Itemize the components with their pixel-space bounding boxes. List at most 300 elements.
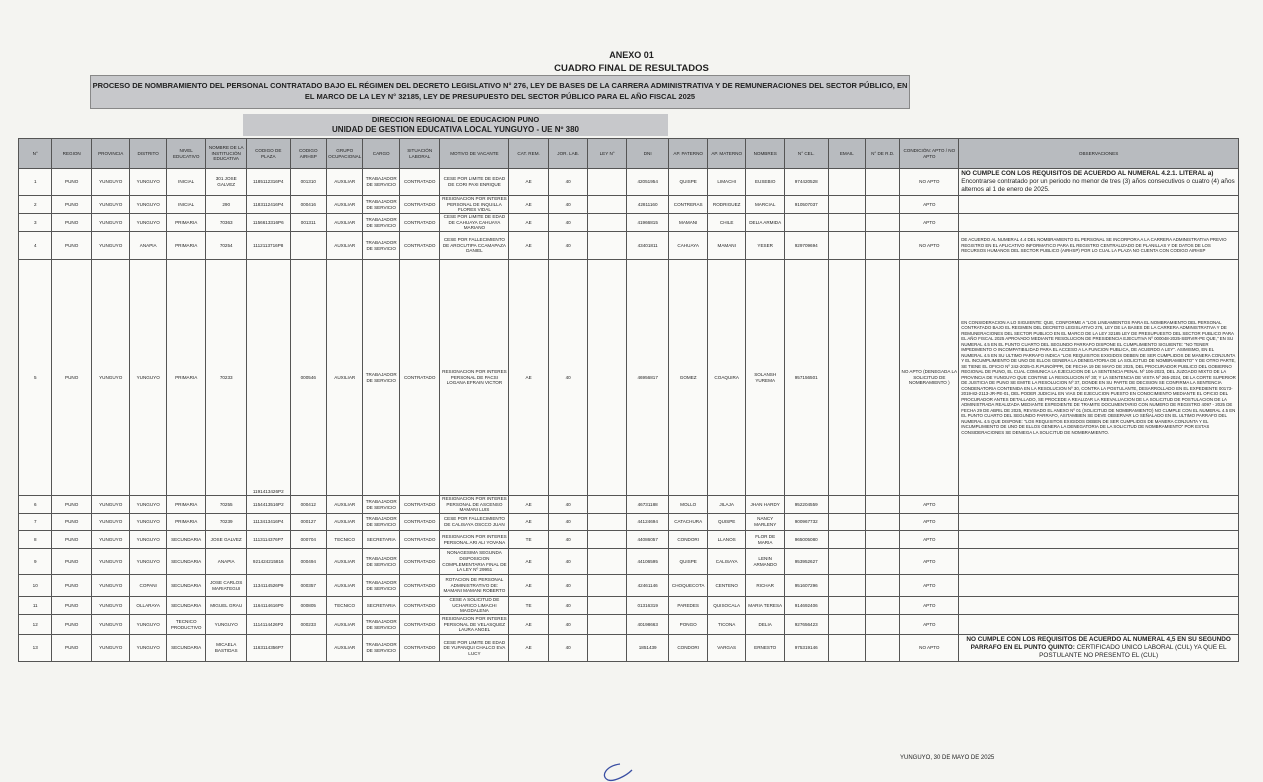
cell-cat: TE: [509, 597, 549, 615]
cell-ap_pat: QUISPE: [669, 169, 708, 196]
cell-ap_pat: GOMEZ: [669, 260, 708, 496]
cell-ap_mat: COAQUIRA: [707, 260, 746, 496]
cell-cel: 957156501: [784, 260, 828, 496]
institution-banner: [243, 114, 668, 136]
cell-region: PUNO: [52, 169, 92, 196]
cell-email: [828, 196, 865, 214]
cell-grupo: AUXILIAR: [327, 549, 363, 575]
observation-text: Encontrarse contratado por un periodo no menor de tres (3) años consecutivos o cuatro (4) años alternos al 1 de enero de 2025.: [961, 178, 1235, 193]
column-header: NIVEL EDUCATIVO: [166, 139, 206, 169]
cell-dni: 40198663: [626, 615, 669, 635]
cell-distrito: ANAPIA: [130, 232, 166, 260]
cell-motivo: CESE POR LIMITE DE EDAD DE CORI PAXI ENRIQUE: [440, 169, 509, 196]
cell-email: [828, 615, 865, 635]
cell-region: PUNO: [52, 635, 92, 662]
cell-ley: [588, 169, 627, 196]
cell-ie: 70233: [206, 260, 247, 496]
cell-motivo: RESIGNACION POR INTERES PERSONAL DE INQUILLA FLORES VIDAL: [440, 196, 509, 214]
cell-nombres: MARIA TERESA: [746, 597, 785, 615]
cell-jor: 40: [548, 232, 588, 260]
cell-cel: 952204559: [784, 496, 828, 514]
cell-jor: 40: [548, 169, 588, 196]
cell-plaza: 921424215816: [246, 549, 290, 575]
cell-jor: 40: [548, 615, 588, 635]
table-row: [19, 635, 1239, 662]
cell-provincia: YUNGUYO: [91, 514, 130, 531]
cell-plaza: 1156613316P6: [246, 214, 290, 232]
cell-ap_mat: QUISPE: [707, 514, 746, 531]
cell-observaciones: [959, 575, 1239, 597]
column-header: CODIGO AIRHSP: [290, 139, 326, 169]
cell-email: [828, 169, 865, 196]
cell-situacion: CONTRATADO: [399, 575, 440, 597]
observation-bold: NO CUMPLE CON LOS REQUISITOS DE ACUERDO AL NUMERAL 4,5 EN SU SEGUNDO PARRAFO EN EL PUNTO QUINTO:: [966, 636, 1231, 651]
cell-distrito: YUNGUYO: [130, 214, 166, 232]
cell-ap_pat: CONDORI: [669, 531, 708, 549]
cell-observaciones: [959, 496, 1239, 514]
cell-motivo: RESIGNACION POR INTERES PERSONAL DE PACSI LOGANA EFRAIN VICTOR: [440, 260, 509, 496]
cell-nombres: ERNESTO: [746, 635, 785, 662]
cell-ie: YUNGUYO: [206, 615, 247, 635]
cell-n: 3: [19, 214, 52, 232]
cell-dni: 42811160: [626, 196, 669, 214]
cell-nivel: SECUNDARIA: [166, 597, 206, 615]
cell-region: PUNO: [52, 615, 92, 635]
cell-airhsp: [290, 232, 326, 260]
cell-distrito: YUNGUYO: [130, 260, 166, 496]
cell-email: [828, 232, 865, 260]
cell-situacion: CONTRATADO: [399, 597, 440, 615]
cell-cat: AE: [509, 575, 549, 597]
cell-n: 11: [19, 597, 52, 615]
cell-dni: 44124694: [626, 514, 669, 531]
cell-ley: [588, 232, 627, 260]
results-table: [18, 138, 1239, 662]
cell-motivo: RESIGNACION POR INTERES PERSONAL DE ASCENSO MAMANI LUIS: [440, 496, 509, 514]
cell-distrito: YUNGUYO: [130, 531, 166, 549]
column-header: CONDICIÓN: APTO / NO APTO: [900, 139, 959, 169]
column-header: AP. PATERNO: [669, 139, 708, 169]
cell-cel: 951607296: [784, 575, 828, 597]
cell-ie: ANAPIA: [206, 549, 247, 575]
cell-condicion: APTO: [900, 549, 959, 575]
table-row: [19, 214, 1239, 232]
cell-cat: AE: [509, 615, 549, 635]
cell-rd: [865, 597, 899, 615]
cell-ap_mat: CENTENO: [707, 575, 746, 597]
cell-ley: [588, 549, 627, 575]
cell-cel: 974420528: [784, 169, 828, 196]
cell-jor: 40: [548, 575, 588, 597]
cell-airhsp: 000546: [290, 260, 326, 496]
cell-ley: [588, 575, 627, 597]
cell-plaza: 1113413416P4: [246, 514, 290, 531]
cell-ap_pat: MAMANI: [669, 214, 708, 232]
cell-cel: 927656423: [784, 615, 828, 635]
cell-cargo: TRABAJADOR DE SERVICIO: [363, 169, 399, 196]
cell-distrito: YUNGUYO: [130, 169, 166, 196]
cell-cargo: TRABAJADOR DE SERVICIO: [363, 514, 399, 531]
cell-observaciones: [959, 615, 1239, 635]
cell-situacion: CONTRATADO: [399, 260, 440, 496]
cell-dni: 41966815: [626, 214, 669, 232]
cell-dni: 42461146: [626, 575, 669, 597]
cell-nivel: SECUNDARIA: [166, 635, 206, 662]
cell-ie: 70254: [206, 232, 247, 260]
table-row: [19, 575, 1239, 597]
cell-cargo: TRABAJADOR DE SERVICIO: [363, 635, 399, 662]
cell-rd: [865, 531, 899, 549]
cell-provincia: YUNGUYO: [91, 549, 130, 575]
table-row: [19, 196, 1239, 214]
cell-rd: [865, 260, 899, 496]
cell-observaciones: [959, 260, 1239, 496]
cell-nivel: SECUNDARIA: [166, 549, 206, 575]
cell-rd: [865, 514, 899, 531]
cell-cel: 953952627: [784, 549, 828, 575]
cell-airhsp: 001310: [290, 169, 326, 196]
cell-nombres: RICHAR: [746, 575, 785, 597]
table-row: [19, 232, 1239, 260]
cell-nivel: INICIAL: [166, 196, 206, 214]
cell-distrito: YUNGUYO: [130, 514, 166, 531]
cell-cel: 929709694: [784, 232, 828, 260]
cell-provincia: YUNGUYO: [91, 575, 130, 597]
cell-nombres: LENIN ARMANDO: [746, 549, 785, 575]
column-header: EMAIL: [828, 139, 865, 169]
cell-motivo: CESE POR LIMITE DE EDAD DE CAHUAYA CAHUAYA MARIANO: [440, 214, 509, 232]
cell-plaza: 1113114376P7: [246, 531, 290, 549]
cell-airhsp: 000412: [290, 496, 326, 514]
cell-nivel: SECUNDARIA: [166, 531, 206, 549]
cell-situacion: CONTRATADO: [399, 232, 440, 260]
cell-email: [828, 214, 865, 232]
cell-nivel: INICIAL: [166, 169, 206, 196]
cell-observaciones: [959, 597, 1239, 615]
cell-nombres: DELIA ARMIDA: [746, 214, 785, 232]
cell-observaciones: [959, 169, 1239, 196]
cell-airhsp: 000416: [290, 196, 326, 214]
cell-nivel: TECNICO PRODUCTIVO: [166, 615, 206, 635]
cell-nivel: PRIMARIA: [166, 232, 206, 260]
column-header: MOTIVO DE VACANTE: [440, 139, 509, 169]
table-header-row: [19, 139, 1239, 169]
cell-ap_mat: QUISOCALA: [707, 597, 746, 615]
cell-situacion: CONTRATADO: [399, 169, 440, 196]
cell-email: [828, 514, 865, 531]
cell-jor: 40: [548, 496, 588, 514]
cell-grupo: AUXILIAR: [327, 514, 363, 531]
cell-jor: 40: [548, 635, 588, 662]
column-header: AP. MATERNO: [707, 139, 746, 169]
cell-distrito: YUNGUYO: [130, 496, 166, 514]
cell-rd: [865, 196, 899, 214]
cell-region: PUNO: [52, 549, 92, 575]
cell-nivel: SECUNDARIA: [166, 575, 206, 597]
cell-grupo: AUXILIAR: [327, 214, 363, 232]
cell-airhsp: 000494: [290, 549, 326, 575]
cell-grupo: TECNICO: [327, 531, 363, 549]
cell-rd: [865, 214, 899, 232]
cell-grupo: AUXILIAR: [327, 575, 363, 597]
cell-provincia: YUNGUYO: [91, 232, 130, 260]
cell-cargo: TRABAJADOR DE SERVICIO: [363, 615, 399, 635]
column-header: GRUPO OCUPACIONAL: [327, 139, 363, 169]
cell-condicion: APTO: [900, 496, 959, 514]
cell-grupo: AUXILIAR: [327, 615, 363, 635]
cell-jor: 40: [548, 196, 588, 214]
cell-condicion: APTO: [900, 575, 959, 597]
annex-title: ANEXO 01: [609, 50, 654, 60]
cell-plaza: 1112113716P8: [246, 232, 290, 260]
cell-provincia: YUNGUYO: [91, 169, 130, 196]
cell-nombres: MARCIAL: [746, 196, 785, 214]
cell-dni: 42051954: [626, 169, 669, 196]
cell-ap_mat: RODRIGUEZ: [707, 196, 746, 214]
column-header: DISTRITO: [130, 139, 166, 169]
cell-cargo: TRABAJADOR DE SERVICIO: [363, 214, 399, 232]
cell-nivel: PRIMARIA: [166, 514, 206, 531]
cell-ap_mat: CALISAYA: [707, 549, 746, 575]
cell-grupo: AUXILIAR: [327, 169, 363, 196]
cell-cat: AE: [509, 196, 549, 214]
cell-jor: 40: [548, 549, 588, 575]
column-header: OBSERVACIONES: [959, 139, 1239, 169]
cell-cargo: TRABAJADOR DE SERVICIO: [363, 196, 399, 214]
cell-dni: 46956817: [626, 260, 669, 496]
cell-airhsp: [290, 635, 326, 662]
cell-n: 4: [19, 232, 52, 260]
cell-ap_mat: MAMANI: [707, 232, 746, 260]
column-header: SITUACIÓN LABORAL: [399, 139, 440, 169]
cell-observaciones: [959, 635, 1239, 662]
observation-bold: NO CUMPLE CON LOS REQUISITOS DE ACUERDO AL NUMERAL 4.2.1. LITERAL a): [961, 170, 1214, 177]
cell-region: PUNO: [52, 260, 92, 496]
column-header: NOMBRE DE LA INSTITUCIÓN EDUCATIVA: [206, 139, 247, 169]
cell-ley: [588, 514, 627, 531]
cell-distrito: OLLARAYA: [130, 597, 166, 615]
cell-plaza: 1134114526P9: [246, 575, 290, 597]
cell-motivo: RESIGNACION POR INTERES PERSONAL DE VELASQUEZ LAURA ANGEL: [440, 615, 509, 635]
observation-text: EN CONSIDERACION A LO SIGUIENTE: QUE, CONFORME A "LOS LINEAMIENTOS PARA EL NOMBRAMIENTO DEL PERSONAL CONTRATADO BAJO EL REGIMEN DEL DECRETO LEGISLATIVO 276, LEY DE LA BASES DE LA CARRERA ADMINISTRATIVA Y DE REMUNERACIONES DEL SECTOR PUBLICO EN EL MARCO DE LA LEY 32185 LEY DE PRESUPUESTO DEL SECTOR PUBLICO PARA EL AÑO FISCAL 2025 APROVADO MEDIANTE RESOLUCION DE PRESIDENCIA EJECUTIVA Nº 000048-2025-SERVIR-PE QUE," EN SU NUMERAL 4.5 EN EL PUNTO CUARTO DEL SEGUNDO PARRAFO DISPONE EL CUMPLIMIENTO SIGUIENTE: "NO TENER IMPEDIMENTO O INCOMPATIBILIDAD PARA EL ACCESO A LA FUNCION PUBLICA, DE ACUERDO A LEY". ASIMISMO, EN EL NUMERAL 4.5 EN SU ULTIMO PARRAFO INDICA "LOS REQUISITOS EXIGIDOS DEBEN DE SER CUMPLIDOS DE MANERA CONJUNTA Y EL INCUMPLIMIENTO DE UNO DE ELLOS GENERA LA DENEGATORIA DE LA SOLICITUD DE NOMBRAMIENTO" Y DE OTRO PARTE, SE TIENE EL OFICIO Nº 242-2025-G.R.PUNO/PPR, DE FECHA 19 DE MAYO DE 2025, DEL PROCURADOR PUBLICO DEL GOBIERNO REGIONAL DE PUNO, EL CUAL COMUNICA LA EJECUCION DE LA SENTENCIA PENAL Nº 106-2023, DEL JUZGADO MIXTO DE LA PROVINCIA DE YUNGUYO QUE CONTINE LA RESOLUCION Nº 30; Y LA SENTENCIA DE VISTA Nº 265-2024, DE LA CORTE SUPERIOR DE JUSTICIA DE PUNO SE EMITE LA RESOLUCION Nº 37, DONDE EN SU PARTE DE DECISION SE CONFIRMA LA SENTENCIA CONDENATORIA CONTENIDA EN LA RESOLUCION Nº 30, CONTRA LA POSTULANTE, DESARROLLADO EN EL EXPEDIENTE 00173-2019-82-2113-JR-PE-01, DEL PODER JUDICIAL EN VIAS DE EJECUCION PUESTO EN CONOCIMIENTO MEDIANTE EL OFICIO DEL PROCURADOR ANTES DETALLADO, SE PROCEDE A REALIZAR LA REEVALUACION DE LA SOLICITUD DE POSTULACION DE LA ADMINISTRADA REALIZADA MEDIANTE EXPEDIENTE DE TRAMITE DOCUMENTARIO CON NUMERO DE REGISTRO 4097 - 2025 DE FECHA 29 DE ABRIL DE 2025, REVISADO EL ANEXO Nº 01 (SOLICITUD DE NOMBRAMIENTO) NO CUMPLE CON EL NUMERAL 4.5 EN EL PUNTO CUARTO DEL SEGUNDO PARRAFO, ASITAMBIEN SE DEVE OBSERVAR LO SEÑALADO EN EL ULTIMO PARRAFO DEL NUMERAL 4.5 QUE DISPONE: "LOS REQUISITOS EXIGIDOS DEBEN DE SER CUMPLIDOS DE MANERA CONJUNTA Y EL INCUMPLIMIENTO DE UNO DE ELLOS GENERA LA DENEGATORIA DE LA SOLICITUD DE NOMBRAMIENTO" POR ESTAS CONSIDERACIONES SE DENIEGA LA SOLICITUD DE NOMBRAMIENTO.: [961, 319, 1236, 435]
column-header: CARGO: [363, 139, 399, 169]
cell-region: PUNO: [52, 514, 92, 531]
cell-ie: 290: [206, 196, 247, 214]
cell-motivo: CESE A SOLICITUD DE UCHARICO LIMACHI MAGDALENA: [440, 597, 509, 615]
column-header: CAT. REM.: [509, 139, 549, 169]
unidad-label: UNIDAD DE GESTION EDUCATIVA LOCAL YUNGUYO - UE Nº 380: [332, 125, 579, 134]
cell-provincia: YUNGUYO: [91, 597, 130, 615]
cell-observaciones: [959, 549, 1239, 575]
cell-distrito: YUNGUYO: [130, 196, 166, 214]
column-header: N° DE R.D.: [865, 139, 899, 169]
cell-ley: [588, 615, 627, 635]
cell-ap_pat: CHOQUECOTA: [669, 575, 708, 597]
cell-n: 9: [19, 549, 52, 575]
cell-motivo: RESIGNACION POR INTERES PERSONAL ARI ALI YOVANA: [440, 531, 509, 549]
cell-ley: [588, 635, 627, 662]
column-header: PROVINCIA: [91, 139, 130, 169]
cell-cel: 900967732: [784, 514, 828, 531]
column-header: N° CEL.: [784, 139, 828, 169]
cell-nivel: PRIMARIA: [166, 260, 206, 496]
cell-n: 7: [19, 514, 52, 531]
cell-email: [828, 549, 865, 575]
cell-email: [828, 496, 865, 514]
cell-cat: AE: [509, 514, 549, 531]
cell-distrito: YUNGUYO: [130, 549, 166, 575]
cell-region: PUNO: [52, 531, 92, 549]
cell-condicion: NO APTO (DENEGADA LA SOLICITUD DE NOMBRAMIENTO ): [900, 260, 959, 496]
process-line-2: EL MARCO DE LA LEY N° 32185, LEY DE PRESUPUESTO DEL SECTOR PÚBLICO PARA EL AÑO FISCAL 2025: [304, 92, 696, 101]
table-row: [19, 597, 1239, 615]
cell-ie: JOSE CARLOS MARIATEGUI: [206, 575, 247, 597]
cell-rd: [865, 549, 899, 575]
cell-ap_pat: QUISPE: [669, 549, 708, 575]
cell-ap_pat: CONDORI: [669, 635, 708, 662]
cell-distrito: COPANI: [130, 575, 166, 597]
cell-situacion: CONTRATADO: [399, 549, 440, 575]
cell-rd: [865, 575, 899, 597]
cell-region: PUNO: [52, 232, 92, 260]
cell-region: PUNO: [52, 214, 92, 232]
cell-situacion: CONTRATADO: [399, 615, 440, 635]
cell-ie: 70363: [206, 214, 247, 232]
cell-cat: AE: [509, 496, 549, 514]
cell-provincia: YUNGUYO: [91, 635, 130, 662]
cell-ie: 70255: [206, 496, 247, 514]
process-line-1: PROCESO DE NOMBRAMIENTO DEL PERSONAL CONTRATADO BAJO EL RÉGIMEN DEL DECRETO LEGISLATIVO N° 276, LEY DE BASES DE LA CARRERA ADMINISTRATIVA Y DE REMUNERACIONES DEL SECTOR PÚBLICO, EN: [92, 81, 908, 90]
cell-ley: [588, 496, 627, 514]
cell-ap_mat: JILAJA: [707, 496, 746, 514]
cell-condicion: NO APTO: [900, 169, 959, 196]
cell-cargo: TRABAJADOR DE SERVICIO: [363, 232, 399, 260]
cell-motivo: ROTACION DE PERSONAL ADMINISTRATIVO DE: MAMANI MAMANI ROBERTO: [440, 575, 509, 597]
cell-cel: 975319146: [784, 635, 828, 662]
observation-text: DE ACUERDO AL NUMERAL 4.4 DEL NOMBRAMIENTO EL PERSONAL SE INCORPORA A LA CARRERA ADMINISTRATIVA PREVIO REGISTRO EN EL APLICATIVO INFORMATICO PARA EL REGISTRO CENTRALIZADO DE PLANILLAS Y DE DATOS DE LOS RECURSOS HUMANOS DEL SECTOR PUBLICO (AIRHSP) POR LO CUAL LA PLAZA NO CUENTA CON CODIGO AIRHSP: [961, 237, 1227, 254]
cell-dni: 44086057: [626, 531, 669, 549]
cell-email: [828, 597, 865, 615]
cell-nombres: SOLANSH YUREMA: [746, 260, 785, 496]
cell-motivo: CESE POR FALLECIMIENTO DE CALISAYA OSCCO JUAN: [440, 514, 509, 531]
cell-n: 12: [19, 615, 52, 635]
cell-grupo: TECNICO: [327, 597, 363, 615]
cell-motivo: CESE POR FALLECIMIENTO DE AROCUTIPA CCAMAPAZA DANIEL: [440, 232, 509, 260]
cell-cargo: TRABAJADOR DE SERVICIO: [363, 496, 399, 514]
cell-cargo: TRABAJADOR DE SERVICIO: [363, 260, 399, 496]
column-header: DNI: [626, 139, 669, 169]
cell-provincia: YUNGUYO: [91, 260, 130, 496]
column-header: N°: [19, 139, 52, 169]
cell-ap_pat: PAREDES: [669, 597, 708, 615]
document-title: CUADRO FINAL DE RESULTADOS: [554, 63, 709, 74]
cell-rd: [865, 635, 899, 662]
signature-mark: [596, 762, 636, 782]
cell-plaza: 1114114426P2: [246, 615, 290, 635]
cell-ley: [588, 531, 627, 549]
cell-cel: 914692406: [784, 597, 828, 615]
cell-condicion: APTO: [900, 597, 959, 615]
observation-text: CERTIFICADO UNICO LABORAL (CUL) YA QUE EL POSTULANTE NO PRESENTO EL (CUL): [1039, 644, 1227, 659]
cell-n: 13: [19, 635, 52, 662]
cell-condicion: APTO: [900, 531, 959, 549]
cell-ap_pat: CONTRERAS: [669, 196, 708, 214]
cell-cat: AE: [509, 260, 549, 496]
cell-grupo: AUXILIAR: [327, 635, 363, 662]
cell-plaza: 1185112316P4: [246, 169, 290, 196]
cell-grupo: AUXILIAR: [327, 496, 363, 514]
cell-email: [828, 575, 865, 597]
cell-dni: 46731188: [626, 496, 669, 514]
cell-ley: [588, 260, 627, 496]
cell-ap_mat: TICONA: [707, 615, 746, 635]
cell-distrito: YUNGUYO: [130, 635, 166, 662]
column-header: LEY N°: [588, 139, 627, 169]
cell-jor: 40: [548, 214, 588, 232]
cell-region: PUNO: [52, 597, 92, 615]
cell-condicion: APTO: [900, 196, 959, 214]
cell-ap_pat: PONGO: [669, 615, 708, 635]
cell-dni: 44106595: [626, 549, 669, 575]
cell-ie: JOSE GALVEZ: [206, 531, 247, 549]
cell-grupo: AUXILIAR: [327, 196, 363, 214]
cell-dni: 43401811: [626, 232, 669, 260]
cell-email: [828, 531, 865, 549]
direccion-label: DIRECCION REGIONAL DE EDUCACION PUNO: [371, 115, 540, 124]
cell-airhsp: 001311: [290, 214, 326, 232]
cell-n: 6: [19, 496, 52, 514]
cell-situacion: CONTRATADO: [399, 514, 440, 531]
table-row: [19, 496, 1239, 514]
cell-cat: AE: [509, 635, 549, 662]
cell-ap_pat: MOLLO: [669, 496, 708, 514]
cell-situacion: CONTRATADO: [399, 214, 440, 232]
cell-dni: 1851439: [626, 635, 669, 662]
cell-dni: 01316319: [626, 597, 669, 615]
cell-jor: 40: [548, 514, 588, 531]
cell-nombres: EUSEBIO: [746, 169, 785, 196]
cell-cat: AE: [509, 214, 549, 232]
cell-nivel: PRIMARIA: [166, 496, 206, 514]
cell-nivel: PRIMARIA: [166, 214, 206, 232]
date-place: YUNGUYO, 30 DE MAYO DE 2025: [900, 755, 995, 761]
table-row: [19, 531, 1239, 549]
cell-plaza: 1183112416P4: [246, 196, 290, 214]
cell-rd: [865, 496, 899, 514]
cell-cargo: SECRETARIA: [363, 531, 399, 549]
table-row: [19, 549, 1239, 575]
cell-grupo: AUXILIAR: [327, 232, 363, 260]
cell-situacion: CONTRATADO: [399, 635, 440, 662]
cell-email: [828, 260, 865, 496]
process-banner: [90, 75, 910, 109]
cell-condicion: APTO: [900, 514, 959, 531]
cell-cat: AE: [509, 169, 549, 196]
cell-condicion: NO APTO: [900, 635, 959, 662]
cell-motivo: CESE POR LIMITE DE EDAD DE YUPANQUI CHALCO EVA LUCY: [440, 635, 509, 662]
column-header: REGION: [52, 139, 92, 169]
column-header: JOR. LAB.: [548, 139, 588, 169]
cell-condicion: APTO: [900, 214, 959, 232]
cell-jor: 40: [548, 531, 588, 549]
cell-cat: AE: [509, 549, 549, 575]
cell-distrito: YUNGUYO: [130, 615, 166, 635]
cell-observaciones: [959, 196, 1239, 214]
cell-cat: TE: [509, 531, 549, 549]
cell-grupo: AUXILIAR: [327, 260, 363, 496]
cell-jor: 40: [548, 597, 588, 615]
cell-jor: 40: [548, 260, 588, 496]
